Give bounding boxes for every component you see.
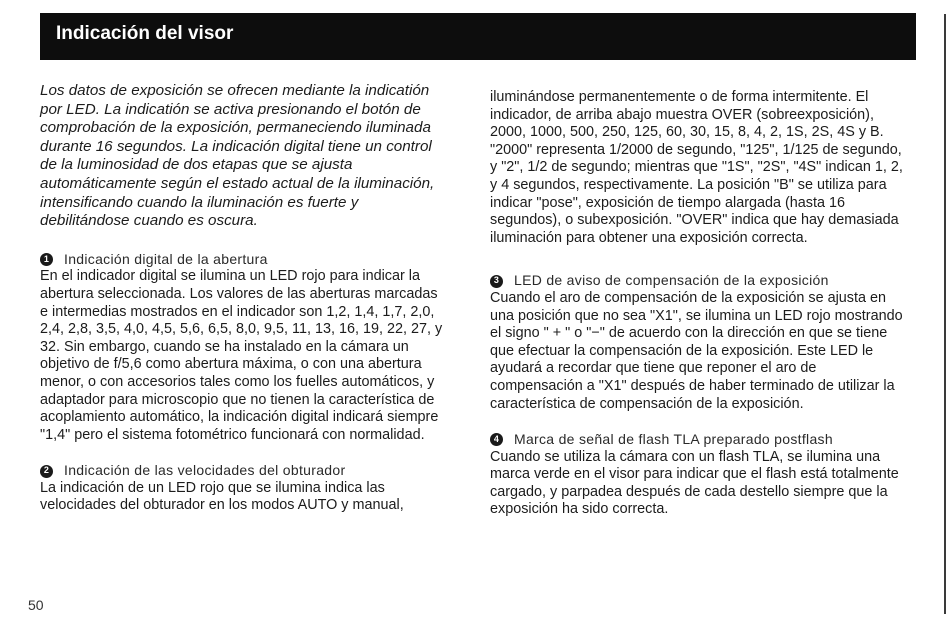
section-aperture: [40, 251, 445, 445]
section-heading: [490, 431, 910, 449]
section-shutter: [40, 462, 445, 515]
section-heading: [490, 272, 910, 290]
number-3-icon: 3: [490, 275, 503, 288]
section-compensation: [490, 272, 910, 413]
section-heading-text: Marca de señal de flash TLA preparado postflash: [514, 431, 833, 448]
number-1-icon: 1: [40, 253, 53, 266]
right-column: [490, 89, 910, 537]
number-4-icon: 4: [490, 433, 503, 446]
section-body: La indicación de un LED rojo que se ilumina indica las velocidades del obturador en los modos AUTO y manual,: [40, 479, 404, 514]
number-2-icon: 2: [40, 465, 53, 478]
page-number: 50: [28, 597, 44, 613]
section-body: Cuando se utiliza la cámara con un flash TLA, se ilumina una marca verde en el visor para indicar que el flash está totalmente cargado, y parpadea después de cada destello siempre que la exposición ha sido correcta.: [490, 448, 899, 518]
section-heading: [40, 251, 445, 269]
section-body: En el indicador digital se ilumina un LED rojo para indicar la abertura seleccionada. Los valores de las aberturas marcadas e intermedias mostrados en el indicador son 1,2, 1,4, 1,7, 2,0, 2,4, 2,8, 3,5, 4,0, 4,5, 5,6, 6,5, 8,0, 9,5, 11, 13, 16, 19, 22, 27, y 32. Sin embargo, cuando se ha instalado en la cámara un objetivo de f/5,6 como abertura máxima, o con una abertura menor, o con accesorios tales como los fuelles automáticos, y adaptador para microscopio que no tienen la característica de acoplamiento automático, la indicación digital indicará siempre "1,4" pero el sistema fotométrico funcionará con normalidad.: [40, 268, 443, 443]
intro-paragraph: Los datos de exposición se ofrecen mediante la indicatión por LED. La indicatión se activa presionando el botón de comprobación de la exposición, permaneciendo iluminada durante 16 segundos. La indicación digital tiene un control de la luminosidad de dos etapas que se ajusta automáticamente según el estado actual de la iluminación, intensificando cuando la iluminación es fuerte y debilitándose cuando es oscura.: [40, 82, 435, 230]
section-heading: [40, 462, 445, 480]
page-title: Indicación del visor: [56, 23, 234, 44]
section-body-continuation: iluminándose permanentemente o de forma intermitente. El indicador, de arriba abajo muestra OVER (sobreexposición), 2000, 1000, 500, 250, 125, 60, 30, 15, 8, 4, 2, 1S, 2S, 4S y B. "2000" representa 1/2000 de segundo, "125", 1/125 de segundo, y "2", 1/2 de segundo; mientras que "1S", "2S", "4S" indican 1, 2, y 4 segundos, respectivamente. La posición "B" se utiliza para indicar "pose", exposición de tiempo alargada (hasta 16 segundos), o subexposición. "OVER" indica que hay demasiada iluminación para obtener una exposición correcta.: [490, 89, 903, 246]
left-column: [40, 82, 445, 533]
section-flash: [490, 431, 910, 519]
page-edge-line: [944, 14, 946, 614]
section-body: Cuando el aro de compensación de la exposición se ajusta en una posición que no sea "X1", se ilumina un LED rojo mostrando el signo " + " o "−" de acuerdo con la dirección en que se tiene que efectuar la compensación de la exposición. Este LED le ayudará a recordar que tiene que reponer el aro de compensación a "X1" después de haber terminado de utilizar la característica de compensación de la exposición.: [490, 289, 903, 412]
section-heading-text: Indicación de las velocidades del obturador: [64, 462, 346, 479]
section-heading-text: LED de aviso de compensación de la exposición: [514, 272, 829, 289]
header-bar: [40, 13, 916, 60]
section-heading-text: Indicación digital de la abertura: [64, 250, 268, 267]
